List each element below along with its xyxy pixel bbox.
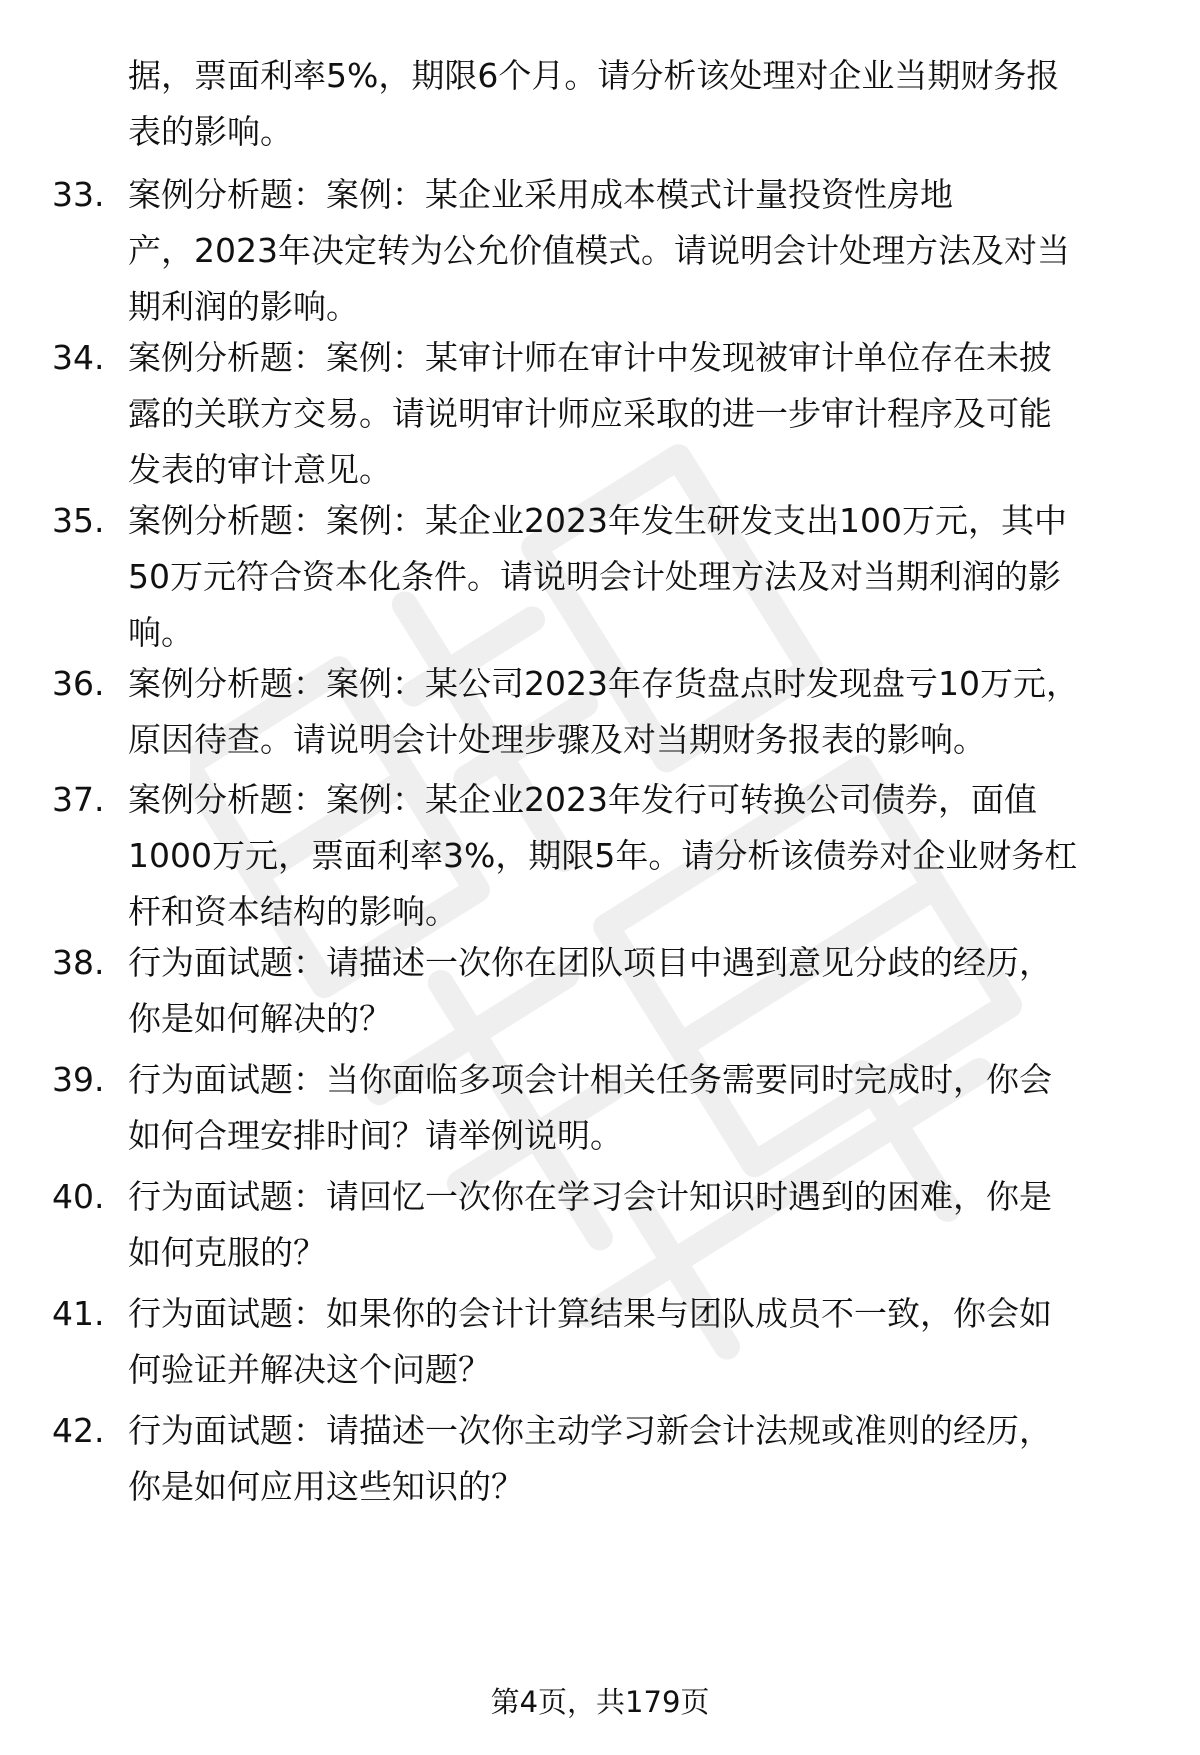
text-line: 据，票面利率5%，期限6个月。请分析该处理对企业当期财务报 xyxy=(128,56,1060,95)
text-line: 何验证并解决这个问题？ xyxy=(128,1350,491,1389)
question-number: 42. xyxy=(52,1411,105,1450)
page-number-footer: 第4页，共179页 xyxy=(490,1685,710,1719)
text-line: 行为面试题：请描述一次你在团队项目中遇到意见分歧的经历， xyxy=(128,943,1052,982)
text-line: 案例分析题：案例：某企业2023年发生研发支出100万元，其中 xyxy=(128,501,1067,540)
question-number: 40. xyxy=(52,1177,105,1216)
question-number: 37. xyxy=(52,780,105,819)
text-line: 发表的审计意见。 xyxy=(128,450,392,489)
continuation-paragraph xyxy=(128,48,1148,160)
text-line: 原因待查。请说明会计处理步骤及对当期财务报表的影响。 xyxy=(128,720,986,759)
question-text xyxy=(128,656,1148,768)
text-line: 案例分析题：案例：某审计师在审计中发现被审计单位存在未披 xyxy=(128,338,1052,377)
question-number: 33. xyxy=(52,175,105,214)
question-number: 35. xyxy=(52,501,105,540)
text-line: 行为面试题：当你面临多项会计相关任务需要同时完成时，你会 xyxy=(128,1060,1052,1099)
question-text xyxy=(128,772,1148,940)
text-line: 杆和资本结构的影响。 xyxy=(128,892,458,931)
text-line: 如何合理安排时间？请举例说明。 xyxy=(128,1116,623,1155)
text-line: 案例分析题：案例：某企业2023年发行可转换公司债券，面值 xyxy=(128,780,1037,819)
text-line: 响。 xyxy=(128,613,194,652)
text-line: 1000万元，票面利率3%，期限5年。请分析该债券对企业财务杠 xyxy=(128,836,1078,875)
text-line: 期利润的影响。 xyxy=(128,287,359,326)
question-number: 41. xyxy=(52,1294,105,1333)
question-text xyxy=(128,330,1148,498)
question-text xyxy=(128,1052,1148,1164)
question-text xyxy=(128,1286,1148,1398)
text-line: 你是如何应用这些知识的？ xyxy=(128,1467,524,1506)
text-line: 产，2023年决定转为公允价值模式。请说明会计处理方法及对当 xyxy=(128,231,1070,270)
text-line: 行为面试题：请描述一次你主动学习新会计法规或准则的经历， xyxy=(128,1411,1052,1450)
question-text xyxy=(128,493,1148,661)
text-line: 露的关联方交易。请说明审计师应采取的进一步审计程序及可能 xyxy=(128,394,1052,433)
question-number: 38. xyxy=(52,943,105,982)
text-line: 如何克服的？ xyxy=(128,1233,326,1272)
question-text xyxy=(128,1403,1148,1515)
text-line: 案例分析题：案例：某公司2023年存货盘点时发现盘亏10万元， xyxy=(128,664,1079,703)
question-number: 39. xyxy=(52,1060,105,1099)
text-line: 50万元符合资本化条件。请说明会计处理方法及对当期利润的影 xyxy=(128,557,1061,596)
question-number: 36. xyxy=(52,664,105,703)
question-text xyxy=(128,935,1148,1047)
text-line: 表的影响。 xyxy=(128,112,293,151)
question-text xyxy=(128,167,1148,335)
question-text xyxy=(128,1169,1148,1281)
text-line: 你是如何解决的？ xyxy=(128,999,392,1038)
text-line: 行为面试题：如果你的会计计算结果与团队成员不一致，你会如 xyxy=(128,1294,1052,1333)
text-line: 案例分析题：案例：某企业采用成本模式计量投资性房地 xyxy=(128,175,953,214)
question-number: 34. xyxy=(52,338,105,377)
text-line: 行为面试题：请回忆一次你在学习会计知识时遇到的困难，你是 xyxy=(128,1177,1052,1216)
